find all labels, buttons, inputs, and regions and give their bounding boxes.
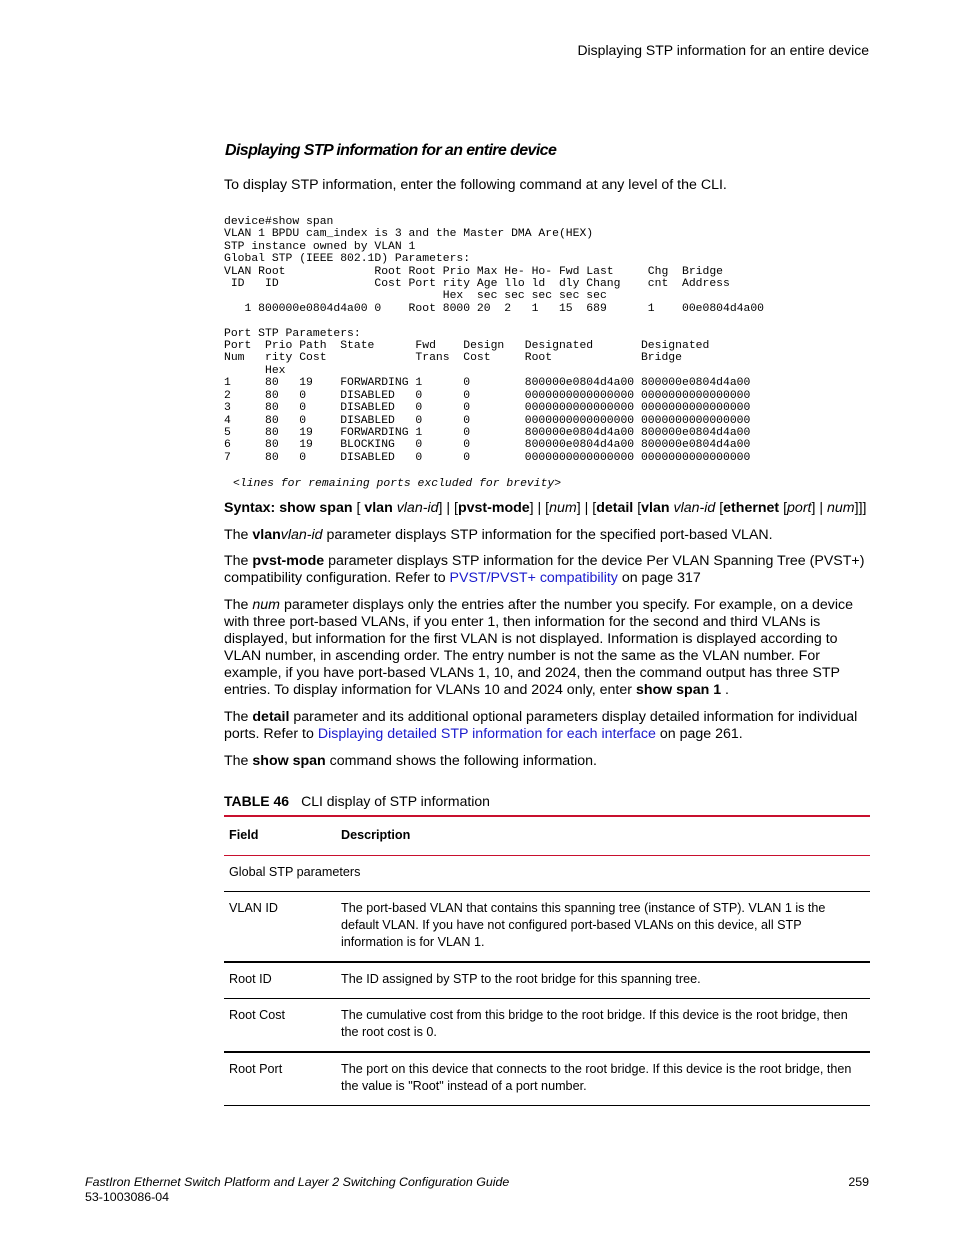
footer xyxy=(85,1175,509,1205)
syntax-detail-keyword: detail xyxy=(596,500,634,516)
page-number: 259 xyxy=(848,1175,869,1189)
text: The xyxy=(224,709,253,725)
argument: num xyxy=(252,597,280,613)
syntax-sep: [ xyxy=(633,500,642,516)
intro-paragraph: To display STP information, enter the following command at any level of the CLI. xyxy=(224,177,727,193)
running-header: Displaying STP information for an entire device xyxy=(577,42,869,58)
show-span-paragraph xyxy=(224,753,869,770)
footer-doc-number: 53-1003086-04 xyxy=(85,1190,170,1204)
section-title: Displaying STP information for an entire device xyxy=(225,142,557,159)
text: command shows the following information. xyxy=(325,753,597,769)
keyword: pvst-mode xyxy=(252,553,325,569)
stp-fields-table xyxy=(224,815,870,1106)
text: parameter displays STP information for the device Per VLAN Spanning Tree (PVST+) compatibility configuration. Refer to xyxy=(224,553,865,586)
syntax-vlan-keyword: vlan xyxy=(364,500,393,516)
num-paragraph xyxy=(224,597,869,699)
syntax-vlan-id-arg: vlan-id xyxy=(673,500,716,516)
syntax-sep: ] | [ xyxy=(438,500,458,516)
text: on page 261. xyxy=(655,726,743,742)
cli-output: device#show span VLAN 1 BPDU cam_index is 3 and the Master DMA Are(HEX) STP instance owned by VLAN 1 Global STP (IEEE 802.1D) Parameters: VLAN Root Root Root Prio Max He- Ho- Fwd Last Chg Bridge ID ID Cost Port rity Age llo ld dly Chang cnt Address Hex sec sec sec sec sec 1 800000e0804d4a00 0 Root 8000 20 2 1 15 689 1 00e0804d4a00 Port STP Parameters: Port Prio Path State Fwd Design Designated Designated Num rity Cost Trans Cost Root Bridge Hex 1 80 19 FORWARDING 1 0 800000e0804d4a00 800000e0804d4a00 2 80 0 DISABLED 0 0 0000000000000000 0000000000000000 3 80 0 DISABLED 0 0 0000000000000000 0000000000000000 4 80 0 DISABLED 0 0 0000000000000000 0000000000000000 5 80 19 FORWARDING 1 0 800000e0804d4a00 800000e0804d4a00 6 80 19 BLOCKING 0 0 800000e0804d4a00 800000e0804d4a00 7 80 0 DISABLED 0 0 0000000000000000 0000000000000000 xyxy=(224,216,765,464)
syntax-num-arg: num xyxy=(549,500,577,516)
argument: vlan-id xyxy=(280,527,323,543)
text: The xyxy=(224,553,253,569)
syntax-sep: [ xyxy=(779,500,788,516)
vlan-paragraph xyxy=(224,527,869,544)
pvst-paragraph xyxy=(224,553,869,587)
table-caption xyxy=(224,793,490,809)
table-row xyxy=(224,962,870,999)
cli-note: <lines for remaining ports excluded for brevity> xyxy=(233,478,562,490)
syntax-vlan-id-arg: vlan-id xyxy=(396,500,439,516)
syntax-sep: ] | [ xyxy=(576,500,597,516)
text: on page 317 xyxy=(617,570,701,586)
group-label: Global STP parameters xyxy=(229,865,361,879)
table-header-row xyxy=(224,816,870,856)
syntax-sep: [ xyxy=(352,500,365,516)
syntax-label: Syntax: show span xyxy=(224,500,353,516)
syntax-vlan-keyword: vlan xyxy=(641,500,670,516)
field-cell: Root ID xyxy=(229,972,272,986)
field-cell: Root Port xyxy=(229,1062,283,1076)
text: The xyxy=(224,527,253,543)
syntax-line xyxy=(224,500,869,517)
description-cell: The port on this device that connects to the root bridge. If this device is the root bridge, then the value is "Root" instead of a port number. xyxy=(341,1062,852,1093)
text: parameter displays only the entries after the number you specify. For example, on a device with three port-based VLANs, if you enter 1, then information for the second and third VLANs is displayed, but information for the first VLAN is not displayed. Information is displayed according to VLAN number, in ascending order. The entry number is not the same as the VLAN number. For example, if you have port-based VLANs 1, 10, and 2024, then the command output has three STP entries. To display information for VLANs 10 and 2024 only, enter xyxy=(224,597,854,698)
keyword: show span xyxy=(252,753,326,769)
table-row xyxy=(224,892,870,963)
table-caption-label: TABLE 46 xyxy=(224,793,290,809)
table-group-row xyxy=(224,856,870,892)
keyword: vlan xyxy=(252,527,281,543)
footer-title: FastIron Ethernet Switch Platform and Layer 2 Switching Configuration Guide xyxy=(85,1175,510,1189)
syntax-sep: ]]] xyxy=(854,500,867,516)
detail-paragraph xyxy=(224,709,869,743)
keyword: detail xyxy=(252,709,290,725)
text: parameter and its additional optional parameters display detailed information for individual ports. Refer to xyxy=(224,709,858,742)
table-row xyxy=(224,1052,870,1106)
description-cell: The cumulative cost from this bridge to the root bridge. If this device is the root bridge, then the root cost is 0. xyxy=(341,1008,848,1039)
text: parameter displays STP information for the specified port-based VLAN. xyxy=(322,527,773,543)
table-row xyxy=(224,999,870,1053)
syntax-sep: ] | [ xyxy=(529,500,550,516)
pvst-compatibility-link[interactable]: PVST/PVST+ compatibility xyxy=(449,570,618,586)
keyword: show span 1 xyxy=(635,682,722,698)
syntax-pvst-keyword: pvst-mode xyxy=(457,500,530,516)
column-header-description: Description xyxy=(341,828,411,842)
description-cell: The port-based VLAN that contains this spanning tree (instance of STP). VLAN 1 is the default VLAN. If you have not configured port-based VLANs on this device, all STP information is for VLAN 1. xyxy=(341,901,826,949)
text: . xyxy=(721,682,729,698)
syntax-port-arg: port xyxy=(787,500,812,516)
table-caption-text: CLI display of STP information xyxy=(301,793,490,809)
column-header-field: Field xyxy=(229,828,259,842)
text: The xyxy=(224,597,253,613)
description-cell: The ID assigned by STP to the root bridge for this spanning tree. xyxy=(341,972,701,986)
syntax-sep: [ xyxy=(715,500,724,516)
field-cell: Root Cost xyxy=(229,1008,285,1022)
syntax-sep: ] | xyxy=(811,500,828,516)
text: The xyxy=(224,753,253,769)
syntax-num-arg: num xyxy=(827,500,855,516)
syntax-ethernet-keyword: ethernet xyxy=(723,500,780,516)
field-cell: VLAN ID xyxy=(229,901,278,915)
detailed-stp-link[interactable]: Displaying detailed STP information for each interface xyxy=(317,726,656,742)
